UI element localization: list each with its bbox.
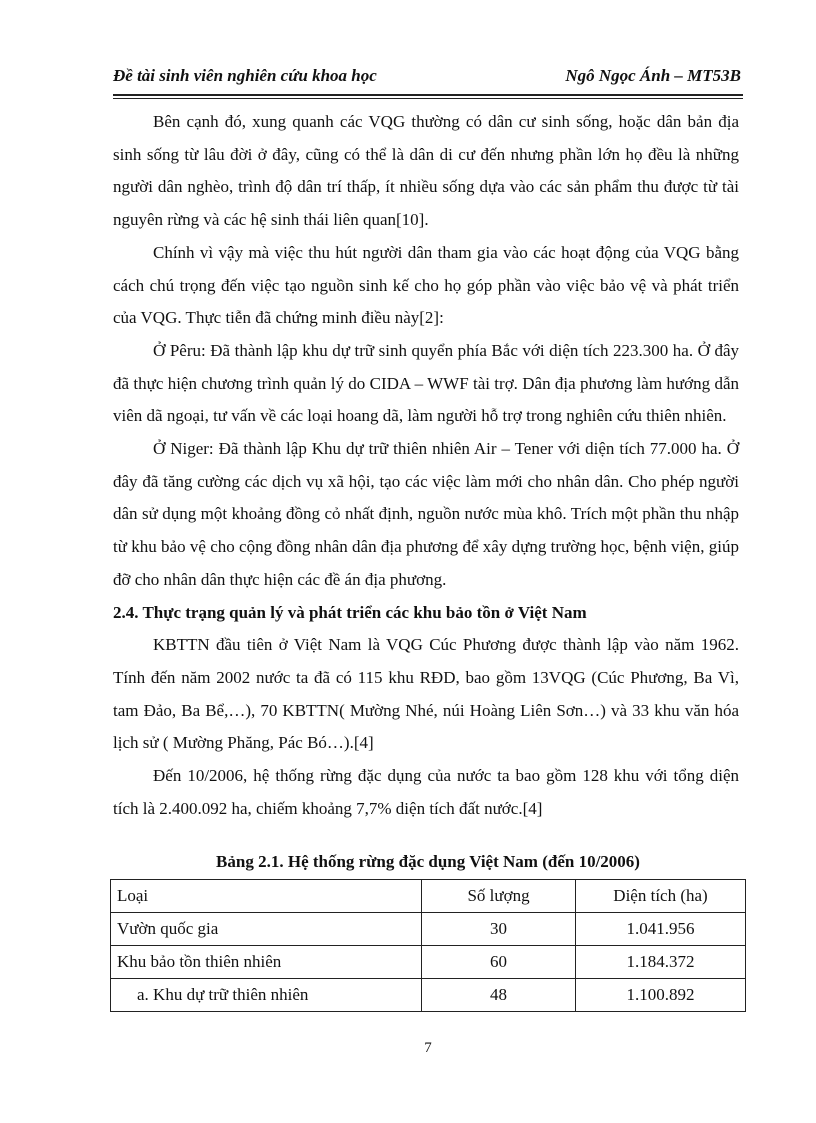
table-cell: a. Khu dự trữ thiên nhiên bbox=[111, 979, 422, 1012]
table-cell: 30 bbox=[422, 913, 576, 946]
table-row bbox=[111, 979, 746, 1012]
table-header-cell: Số lượng bbox=[422, 880, 576, 913]
table-cell: 1.100.892 bbox=[576, 979, 746, 1012]
table-header-row bbox=[111, 880, 746, 913]
paragraph: Đến 10/2006, hệ thống rừng đặc dụng của nước ta bao gồm 128 khu với tổng diện tích là 2.400.092 ha, chiếm khoảng 7,7% diện tích đất nước.[4] bbox=[113, 766, 739, 818]
page-number: 7 bbox=[424, 1040, 432, 1056]
data-table bbox=[110, 879, 746, 1012]
table-cell: 1.184.372 bbox=[576, 946, 746, 979]
header-title: Đề tài sinh viên nghiên cứu khoa học bbox=[113, 66, 377, 85]
table-header-cell: Diện tích (ha) bbox=[576, 880, 746, 913]
table-cell: 1.041.956 bbox=[576, 913, 746, 946]
table-cell: 48 bbox=[422, 979, 576, 1012]
table-cell: Khu bảo tồn thiên nhiên bbox=[111, 946, 422, 979]
header-author: Ngô Ngọc Ánh – MT53B bbox=[565, 66, 741, 85]
header-rule-thin bbox=[113, 98, 743, 99]
paragraph: Ở Niger: Đã thành lập Khu dự trữ thiên nhiên Air – Tener với diện tích 77.000 ha. Ở đây đã tăng cường các dịch vụ xã hội, tạo các việc làm mới cho nhân dân. Cho phép người dân sử dụng một khoảng đồng cỏ nhất định, nguồn nước mùa khô. Trích một phần thu nhập từ khu bảo vệ cho cộng đồng nhân dân địa phương để xây dựng trường học, bệnh viện, giúp đỡ cho nhân dân thực hiện các đề án địa phương. bbox=[113, 439, 739, 589]
paragraph: Chính vì vậy mà việc thu hút người dân tham gia vào các hoạt động của VQG bằng cách chú trọng đến việc tạo nguồn sinh kế cho họ góp phần vào việc bảo vệ và phát triển của VQG. Thực tiễn đã chứng minh điều này[2]: bbox=[113, 242, 739, 328]
body-text bbox=[113, 106, 739, 825]
table-header-cell: Loại bbox=[111, 880, 422, 913]
paragraph: KBTTN đầu tiên ở Việt Nam là VQG Cúc Phương được thành lập vào năm 1962. Tính đến năm 2002 nước ta đã có 115 khu RĐD, bao gồm 13VQG (Cúc Phương, Ba Vì, tam Đảo, Ba Bể,…), 70 KBTTN( Mường Nhé, núi Hoàng Liên Sơn…) và 33 khu văn hóa lịch sử ( Mường Phăng, Pác Bó…).[4] bbox=[113, 635, 739, 753]
paragraph: Bên cạnh đó, xung quanh các VQG thường có dân cư sinh sống, hoặc dân bản địa sinh sống từ lâu đời ở đây, cũng có thể là dân di cư đến nhưng phần lớn họ đều là những người dân nghèo, trình độ dân trí thấp, ít nhiều sống dựa vào các sản phẩm thu được từ tài nguyên rừng và các hệ sinh thái liên quan[10]. bbox=[113, 112, 739, 230]
section-heading: 2.4. Thực trạng quản lý và phát triển các khu bảo tồn ở Việt Nam bbox=[113, 602, 587, 622]
table-caption: Bảng 2.1. Hệ thống rừng đặc dụng Việt Nam (đến 10/2006) bbox=[216, 852, 640, 871]
header-rule bbox=[113, 94, 743, 96]
table-cell: Vườn quốc gia bbox=[111, 913, 422, 946]
table-row bbox=[111, 946, 746, 979]
table-cell: 60 bbox=[422, 946, 576, 979]
paragraph: Ở Pêru: Đã thành lập khu dự trữ sinh quyển phía Bắc với diện tích 223.300 ha. Ở đây đã thực hiện chương trình quản lý do CIDA – WWF tài trợ. Dân địa phương làm hướng dẫn viên dã ngoại, tư vấn về các loại hoang dã, làm người hỗ trợ trong nghiên cứu thiên nhiên. bbox=[113, 340, 739, 426]
table-row bbox=[111, 913, 746, 946]
page-header bbox=[113, 66, 741, 92]
